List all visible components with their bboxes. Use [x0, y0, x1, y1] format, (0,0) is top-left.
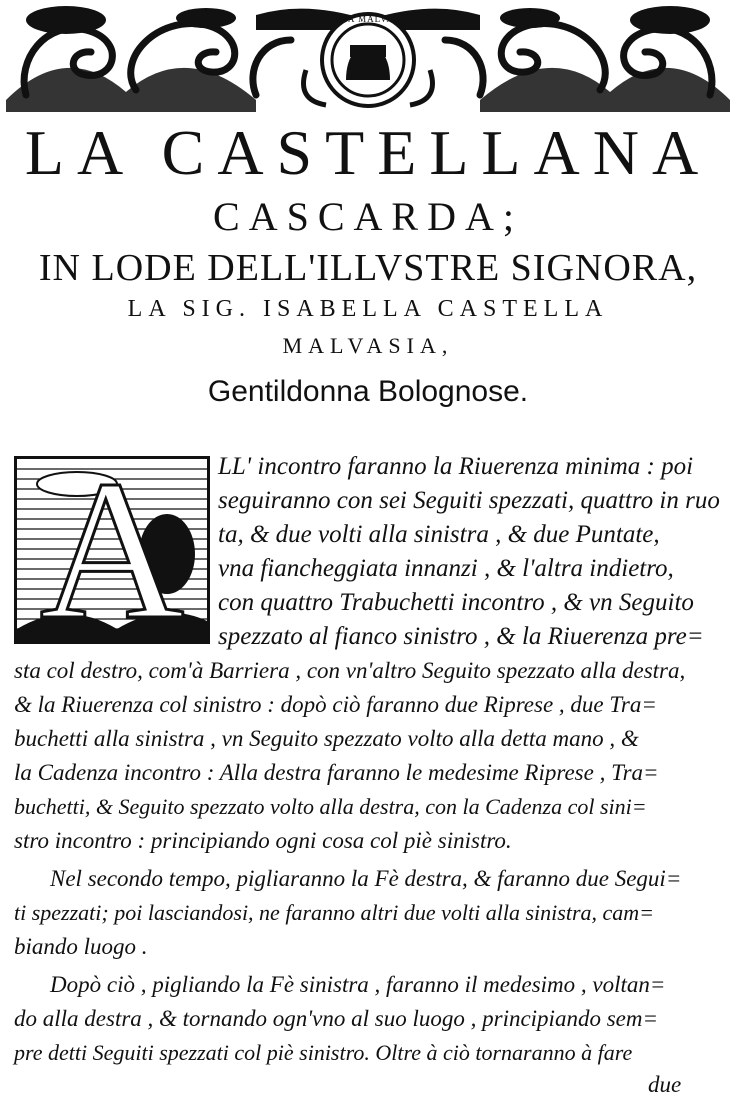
body-line: do alla destra , & tornando ogn'vno al suo luogo , principiando sem=	[14, 1006, 658, 1031]
body-line: Nel secondo tempo, pigliaranno la Fè destra, & faranno due Segui=	[50, 866, 682, 891]
title-line-1: LA CASTELLANA	[24, 117, 712, 188]
title-line-4: LA SIG. ISABELLA CASTELLA	[127, 296, 609, 322]
headpiece-ornament	[6, 0, 730, 112]
body-line: ta, & due volti alla sinistra , & due Puntate,	[218, 521, 660, 548]
title-line-2: CASCARDA;	[213, 194, 523, 239]
title-line-5: MALVASIA,	[282, 333, 454, 358]
catchword: due	[648, 1072, 682, 1097]
body-line: la Cadenza incontro : Alla destra faranno le medesime Riprese , Tra=	[14, 760, 659, 785]
body-line: & la Riuerenza col sinistro : dopò ciò faranno due Riprese , due Tra=	[14, 692, 657, 717]
body-line: LL' incontro faranno la Riuerenza minima : poi	[218, 453, 694, 480]
body-line: ti spezzati; poi lasciandosi, ne faranno altri due volti alla sinistra, cam=	[14, 900, 655, 925]
svg-text:ARMA MALVASIA: ARMA MALVASIA	[324, 14, 412, 24]
body-line: con quattro Trabuchetti incontro , & vn Seguito	[218, 589, 694, 616]
body-line: buchetti alla sinistra , vn Seguito spezzato volto alla detta mano , &	[14, 726, 639, 751]
body-line: seguiranno con sei Seguiti spezzati, quattro in ruo	[218, 487, 720, 514]
body-line: stro incontro : principiando ogni cosa col piè sinistro.	[14, 828, 512, 853]
initial-letter-A: A	[39, 456, 185, 644]
body-line: spezzato al fianco sinistro , & la Riuerenza pre=	[218, 623, 704, 650]
body-line: biando luogo .	[14, 934, 148, 959]
body-line: sta col destro, com'à Barriera , con vn'altro Seguito spezzato alla destra,	[14, 658, 686, 683]
body-line: buchetti, & Seguito spezzato volto alla destra, con la Cadenza col sini=	[14, 794, 647, 819]
body-line: vna fiancheggiata innanzi , & l'altra indietro,	[218, 555, 674, 582]
title-line-6: Gentildonna Bolognose.	[207, 375, 529, 408]
body-line: pre detti Seguiti spezzati col piè sinistro. Oltre à ciò tornaranno à fare	[14, 1040, 633, 1065]
decorated-initial	[14, 456, 210, 644]
body-line: Dopò ciò , pigliando la Fè sinistra , faranno il medesimo , voltan=	[50, 972, 666, 997]
title-line-3: IN LODE DELL'ILLVSTRE SIGNORA,	[38, 247, 698, 289]
